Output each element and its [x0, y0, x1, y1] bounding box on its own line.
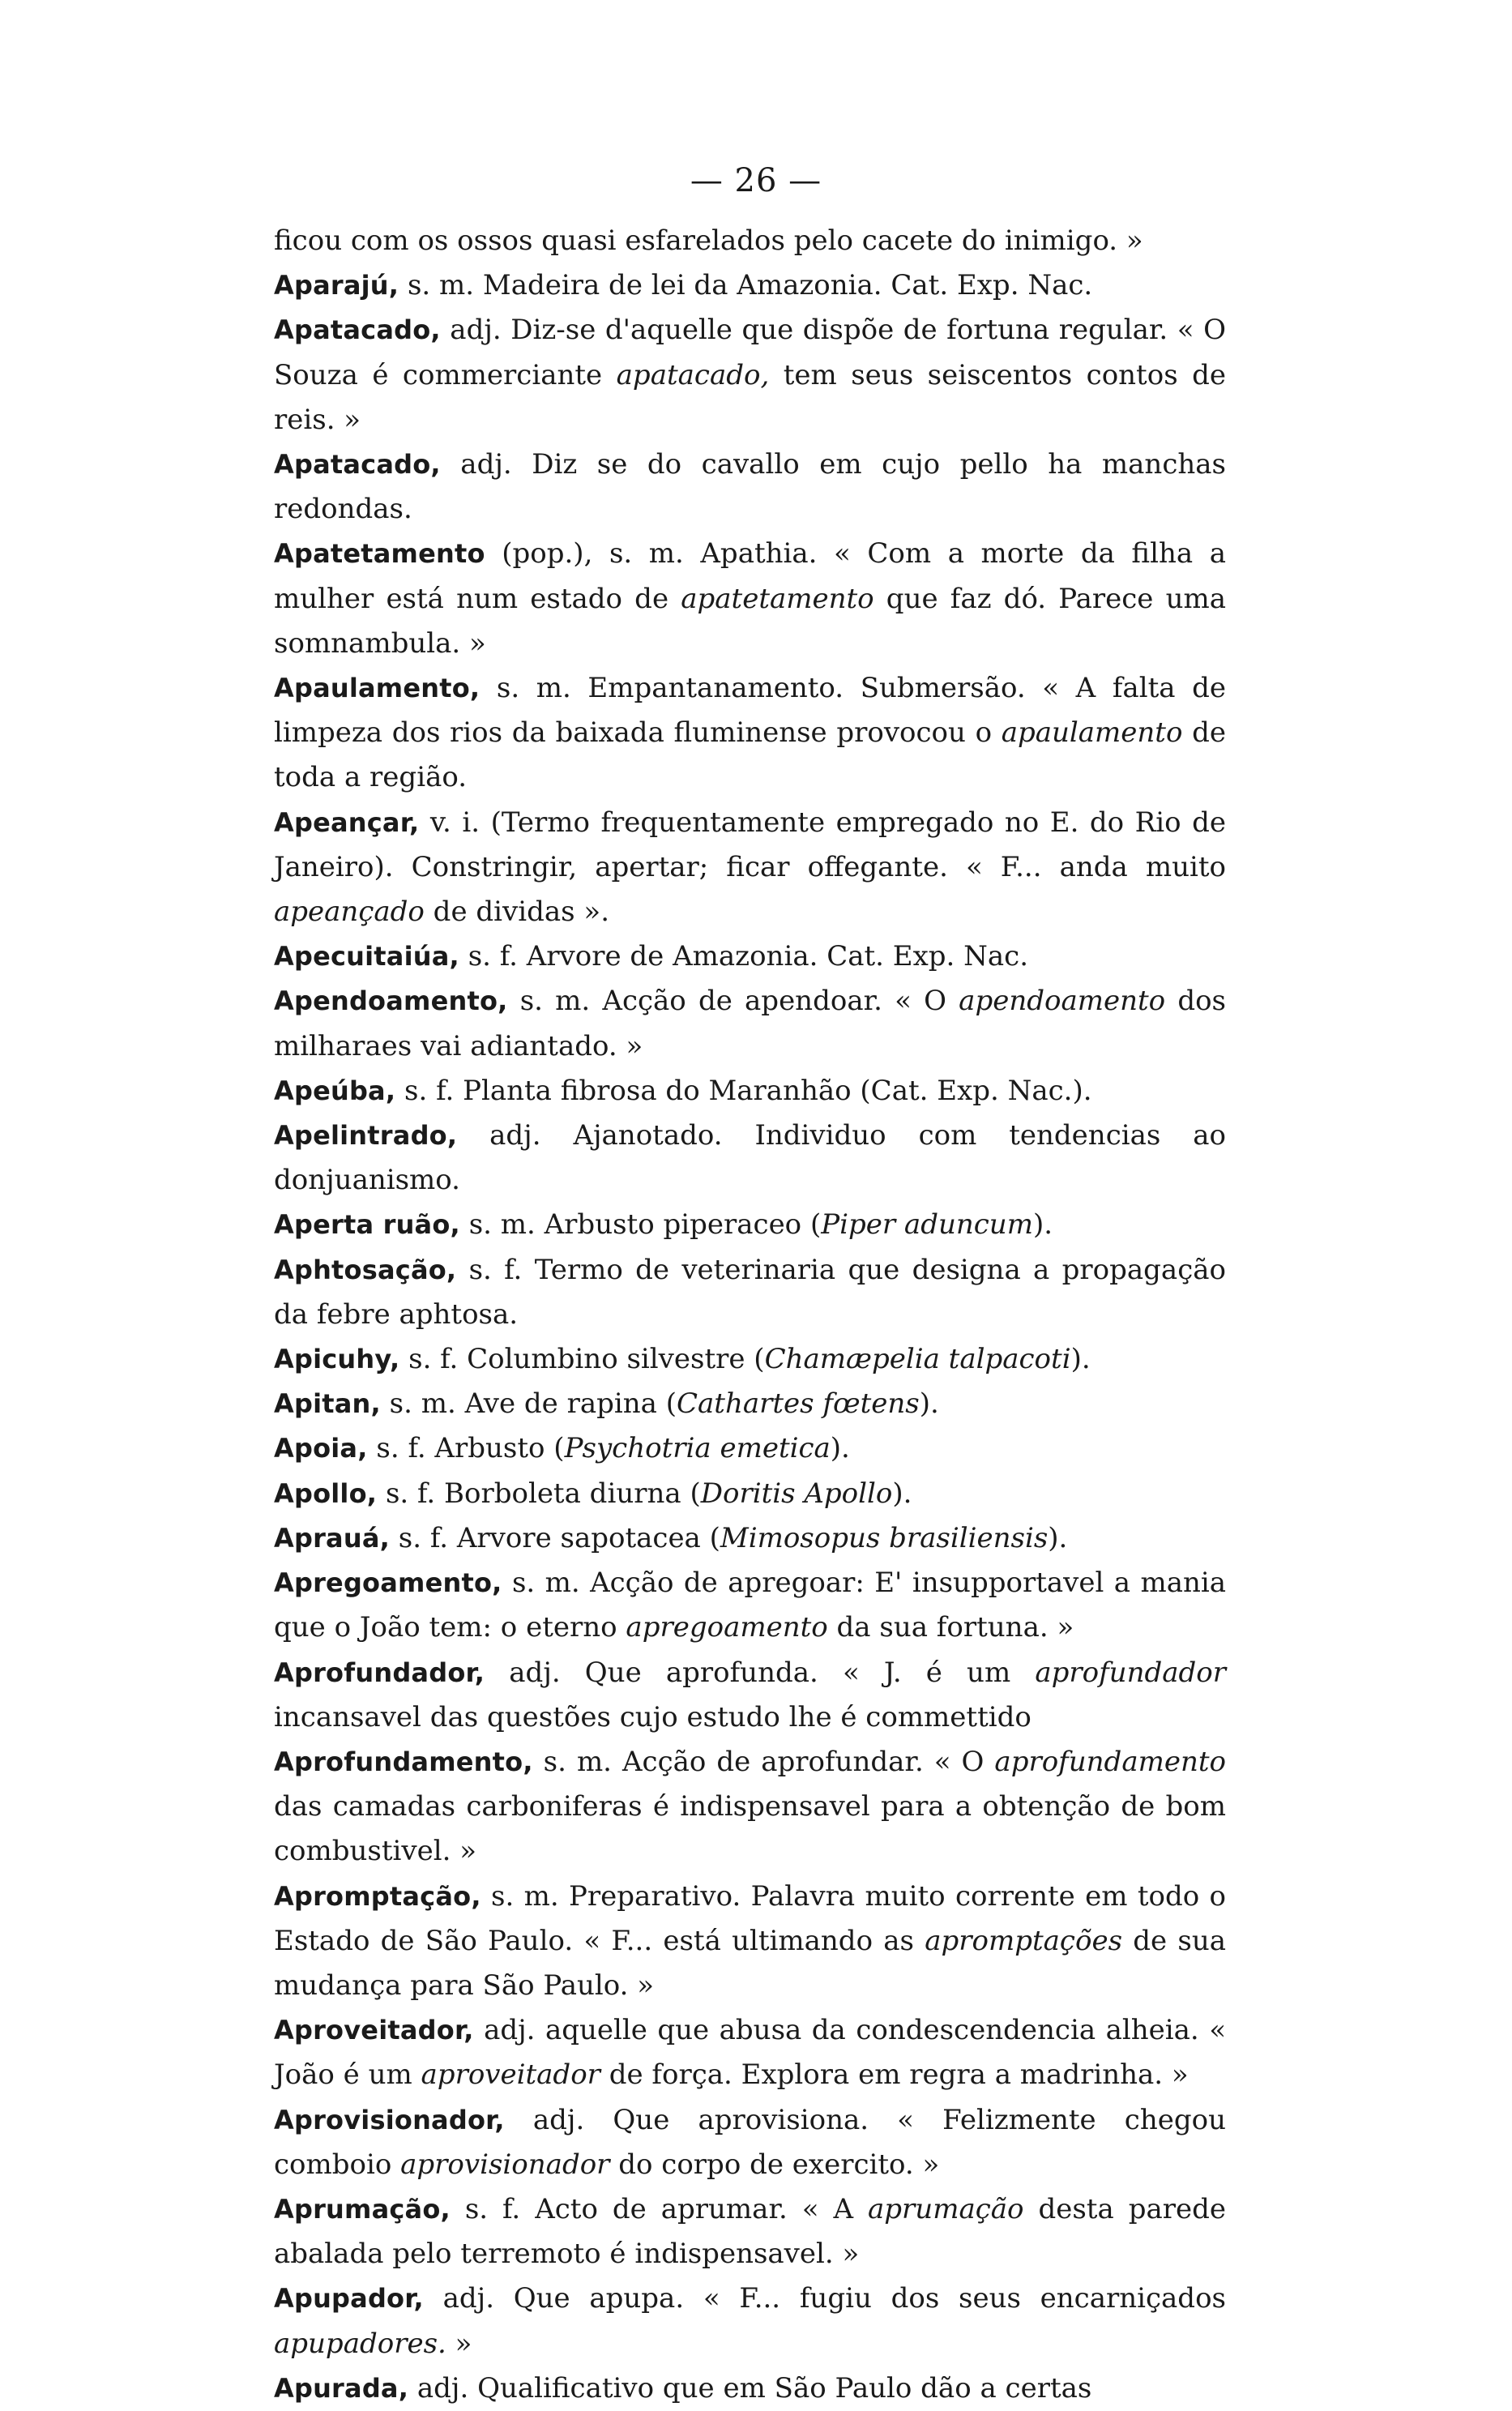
entry-text: s. f. Arvore sapotacea (	[389, 1521, 720, 1554]
dictionary-entry	[274, 979, 1226, 1068]
entry-italic-term: Cathartes fœtens	[677, 1387, 920, 1421]
entry-text: adj. aquelle que abusa da condescendencia alheia. « João é um	[274, 2014, 1226, 2092]
entry-text: s. m. Ave de rapina (	[380, 1387, 677, 1421]
entry-text: ).	[1070, 1343, 1091, 1376]
entry-text: de força. Explora em regra a madrinha. »	[600, 2058, 1189, 2092]
entry-text: s. m. Acção de apregoar: E' insupportavel a mania que o João tem: o eterno	[274, 1567, 1226, 1644]
dictionary-entry	[274, 1516, 1226, 1561]
entry-headword: Apeançar,	[274, 806, 420, 838]
dictionary-entry	[274, 1472, 1226, 1516]
entry-italic-term: Chamæpelia talpacoti	[764, 1343, 1071, 1376]
entry-italic-term: aprofundador	[1035, 1656, 1226, 1689]
dictionary-entry	[274, 2366, 1226, 2411]
entry-text: (pop.), s. m. Apathia. « Com a morte da filha a mulher está num estado de	[274, 537, 1226, 615]
dictionary-entry	[274, 442, 1226, 532]
dictionary-entry	[274, 1426, 1226, 1471]
entry-headword: Apurada,	[274, 2372, 409, 2404]
entry-text: do corpo de exercito. »	[609, 2148, 940, 2181]
entry-text: ).	[892, 1477, 912, 1510]
entry-headword: Aprofundador,	[274, 1656, 485, 1688]
dictionary-entry	[274, 1740, 1226, 1875]
dictionary-entry	[274, 2276, 1226, 2366]
dictionary-entry	[274, 1382, 1226, 1426]
dictionary-entry	[274, 1203, 1226, 1247]
entry-headword: Aproveitador,	[274, 2015, 474, 2046]
entry-headword: Aprumação,	[274, 2193, 451, 2225]
dictionary-entry	[274, 1561, 1226, 1650]
entry-headword: Apatacado,	[274, 449, 441, 481]
dictionary-entry	[274, 263, 1226, 308]
entry-text: ).	[1048, 1521, 1068, 1554]
entry-headword: Apaulamento,	[274, 673, 481, 704]
dictionary-entry	[274, 2187, 1226, 2276]
entry-headword: Aprauá,	[274, 1522, 390, 1554]
dictionary-entry	[274, 2008, 1226, 2097]
entry-text: s. m. Empantanamento. Submersão. « A falta de limpeza dos rios da baixada fluminense provocou o	[274, 672, 1226, 750]
dictionary-entry	[274, 801, 1226, 935]
entry-text: adj. Qualificativo que em São Paulo dão a certas	[408, 2371, 1092, 2405]
dictionary-entry	[274, 308, 1226, 442]
entry-text: s. f. Planta fibrosa do Maranhão (Cat. Exp. Nac.).	[395, 1074, 1092, 1107]
entry-text: adj. Que aprofunda. « J. é um	[485, 1656, 1036, 1689]
dictionary-entry	[274, 1114, 1226, 1203]
entry-text: s. f. Columbino silvestre (	[399, 1343, 765, 1376]
entry-headword: Apecuitaiúa,	[274, 941, 459, 973]
dictionary-column	[274, 219, 1226, 2411]
entry-text: desta parede abalada pelo terremoto é indispensavel. »	[274, 2192, 1226, 2271]
entry-headword: Aparajú,	[274, 270, 399, 301]
entry-italic-term: Doritis Apollo	[700, 1477, 893, 1510]
entry-text: adj. Diz se do cavallo em cujo pello ha manchas redondas.	[274, 448, 1226, 526]
entry-italic-term: apatetamento	[681, 582, 874, 615]
entry-italic-term: apregoamento	[626, 1611, 828, 1644]
entry-italic-term: apatacado,	[616, 358, 770, 391]
entry-headword: Aprofundamento,	[274, 1746, 533, 1777]
entry-text: que faz dó. Parece uma somnambula. »	[274, 582, 1226, 660]
entry-headword: Apitan,	[274, 1388, 381, 1420]
entry-headword: Apoia,	[274, 1433, 368, 1464]
entry-text: dos milharaes vai adiantado. »	[274, 985, 1226, 1062]
entry-headword: Aprovisionador,	[274, 2104, 505, 2135]
entry-italic-term: apromptações	[925, 1924, 1123, 1957]
entry-headword: Aperta ruão,	[274, 1209, 460, 1241]
entry-italic-term: aprofundamento	[994, 1745, 1226, 1778]
dictionary-entry	[274, 1337, 1226, 1382]
entry-text: adj. Que apupa. « F... fugiu dos seus encarniçados	[423, 2282, 1226, 2315]
entry-headword: Apatacado,	[274, 314, 441, 346]
entry-text: s. m. Acção de aprofundar. « O	[532, 1745, 995, 1778]
entry-italic-term: aprovisionador	[400, 2148, 610, 2181]
entry-italic-term: apaulamento	[1001, 716, 1183, 750]
entry-text: da sua fortuna. »	[827, 1611, 1074, 1644]
entry-headword: Apeúba,	[274, 1075, 396, 1106]
entry-headword: Apregoamento,	[274, 1567, 502, 1599]
page-number: — 26 —	[690, 162, 822, 199]
entry-text: adj. Ajanotado. Individuo com tendencias ao donjuanismo.	[274, 1119, 1226, 1197]
entry-italic-term: Psychotria emetica	[564, 1432, 831, 1465]
entry-text: adj. Que aprovisiona. « Felizmente chegou comboio	[274, 2103, 1226, 2181]
entry-text: de dividas ».	[424, 896, 609, 929]
entry-text: s. m. Preparativo. Palavra muito corrente em todo o Estado de São Paulo. « F... está ultimando as	[274, 1879, 1226, 1957]
dictionary-entry	[274, 1248, 1226, 1337]
entry-headword: Apollo,	[274, 1477, 378, 1509]
entry-text: das camadas carboniferas é indispensavel para a obtenção de bom combustivel. »	[274, 1790, 1226, 1868]
entry-headword: Apelintrado,	[274, 1120, 458, 1152]
dictionary-entry	[274, 532, 1226, 666]
entry-text: s. f. Arbusto (	[367, 1432, 565, 1465]
entry-italic-term: aprumação	[868, 2192, 1024, 2225]
entry-text: s. m. Acção de apendoar. « O	[507, 985, 959, 1018]
entry-text: tem seus seiscentos contos de reis. »	[274, 358, 1227, 436]
entry-text: de toda a região.	[274, 716, 1226, 794]
dictionary-entry	[274, 934, 1226, 979]
entry-italic-term: apeançado	[274, 896, 425, 929]
entry-text: incansavel das questões cujo estudo lhe é commettido	[274, 1700, 1031, 1733]
dictionary-entry	[274, 666, 1226, 801]
entry-text: ).	[1032, 1208, 1053, 1242]
continued-entry	[274, 219, 1226, 263]
entry-italic-term: apupadores.	[274, 2327, 446, 2360]
entry-headword: Apatetamento	[274, 538, 485, 570]
entry-text: ficou com os ossos quasi esfarelados pelo cacete do inimigo. »	[274, 224, 1143, 257]
entry-italic-term: aproveitador	[421, 2058, 600, 2092]
entry-text: »	[446, 2327, 472, 2360]
dictionary-entry	[274, 1875, 1226, 2009]
entry-italic-term: Mimosopus brasiliensis	[720, 1521, 1049, 1554]
entry-text: v. i. (Termo frequentamente empregado no E. do Rio de Janeiro). Constringir, apertar; ficar offegante. « F... anda muito	[274, 806, 1226, 883]
entry-text: s. f. Acto de aprumar. « A	[450, 2192, 869, 2225]
entry-text: s. f. Termo de veterinaria que designa a propagação da febre aphtosa.	[274, 1253, 1226, 1331]
entry-text: de sua mudança para São Paulo. »	[274, 1924, 1226, 2002]
entry-text: ).	[830, 1432, 850, 1465]
entry-headword: Apicuhy,	[274, 1344, 400, 1375]
entry-italic-term: Piper aduncum	[821, 1208, 1033, 1242]
dictionary-entry	[274, 1651, 1226, 1740]
entry-headword: Apromptação,	[274, 1880, 481, 1912]
entry-text: s. m. Madeira de lei da Amazonia. Cat. Exp. Nac.	[399, 269, 1093, 302]
entry-text: ).	[919, 1387, 939, 1421]
dictionary-entry	[274, 1069, 1226, 1114]
entry-text: adj. Diz-se d'aquelle que dispõe de fortuna regular. « O Souza é commerciante	[274, 314, 1226, 391]
entry-italic-term: apendoamento	[959, 985, 1166, 1018]
entry-headword: Aphtosação,	[274, 1254, 457, 1285]
dictionary-entry	[274, 2098, 1226, 2187]
entry-headword: Apupador,	[274, 2283, 424, 2315]
entry-text: s. m. Arbusto piperaceo (	[459, 1208, 822, 1242]
entry-text: s. f. Borboleta diurna (	[377, 1477, 701, 1510]
entry-headword: Apendoamento,	[274, 985, 508, 1017]
entry-text: s. f. Arvore de Amazonia. Cat. Exp. Nac.	[459, 940, 1029, 973]
